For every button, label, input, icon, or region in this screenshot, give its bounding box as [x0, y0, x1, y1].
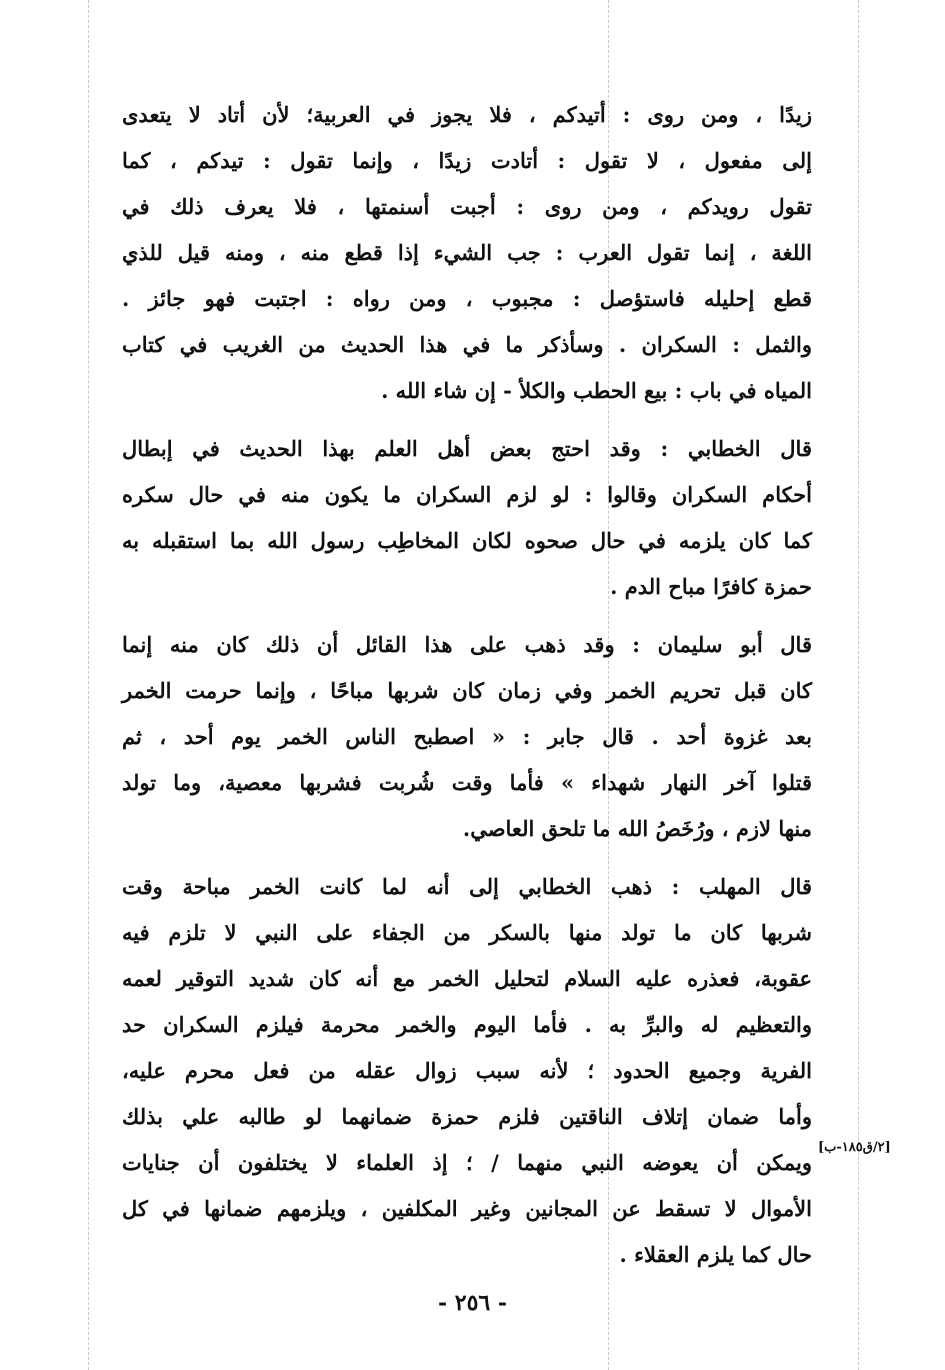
- text-line: قال الخطابي : وقد احتج بعض أهل العلم بهذا الحديث في إبطال: [122, 436, 812, 461]
- text-line: حال كما يلزم العقلاء .: [619, 1242, 812, 1267]
- scan-guide-line-left: [88, 0, 89, 1370]
- paragraph: [122, 864, 812, 1278]
- text-line: قطع إحليله فاستؤصل : مجبوب ، ومن رواه : اجتبت فهو جائز .: [122, 286, 812, 311]
- text-line: الفرية وجميع الحدود ؛ لأنه سبب زوال عقله من فعل محرم عليه،: [122, 1058, 812, 1083]
- text-line: زيدًا ، ومن روى : أتيدكم ، فلا يجوز في العربية؛ لأن أتاد لا يتعدى: [122, 102, 812, 127]
- text-line: تقول رويدكم ، ومن روى : أجبت أسنمتها ، فلا يعرف ذلك في: [122, 194, 812, 219]
- text-line: والتعظيم له والبرِّ به . فأما اليوم والخمر محرمة فيلزم السكران حد: [122, 1012, 812, 1037]
- text-line: منها لازم ، ورُخَصُ الله ما تلحق العاصي.: [462, 816, 812, 841]
- text-line: عقوبة، فعذره عليه السلام لتحليل الخمر مع أنه كان شديد التوقير لعمه: [122, 966, 812, 991]
- page-number: - ٢٥٦ -: [437, 1290, 508, 1316]
- text-line: قال المهلب : ذهب الخطابي إلى أنه لما كانت الخمر مباحة وقت: [122, 874, 812, 899]
- text-line: قال أبو سليمان : وقد ذهب على هذا القائل أن ذلك كان منه إنما: [122, 632, 812, 657]
- manuscript-folio-note: [٢/ق١٨٥-ب]: [818, 1140, 891, 1155]
- paragraph: [122, 622, 812, 852]
- text-line: المياه في باب : بيع الحطب والكلأ - إن شاء الله .: [381, 378, 812, 403]
- text-line: أحكام السكران وقالوا : لو لزم السكران ما يكون منه في حال سكره: [122, 482, 812, 507]
- scan-guide-line-right: [858, 0, 859, 1370]
- text-line: وأما ضمان إتلاف الناقتين فلزم حمزة ضمانهما لو طالبه علي بذلك: [122, 1104, 812, 1129]
- text-line: اللغة ، إنما تقول العرب : جب الشيء إذا قطع منه ، ومنه قيل للذي: [122, 240, 812, 265]
- text-line: شربها كان ما تولد منها بالسكر من الجفاء على النبي لا تلزم فيه: [122, 920, 812, 945]
- text-line: قتلوا آخر النهار شهداء » فأما وقت شُربت فشربها معصية، وما تولد: [122, 770, 812, 795]
- text-line: إلى مفعول ، لا تقول : أتادت زيدًا ، وإنما تقول : تيدكم ، كما: [122, 148, 812, 173]
- text-line: الأموال لا تسقط عن المجانين وغير المكلفين ، ويلزمهم ضمانها في كل: [122, 1196, 812, 1221]
- text-line: حمزة كافرًا مباح الدم .: [610, 574, 812, 599]
- text-line: بعد غزوة أحد . قال جابر : « اصطبح الناس الخمر يوم أحد ، ثم: [122, 724, 812, 749]
- paragraph: [122, 92, 812, 414]
- text-line: كان قبل تحريم الخمر وفي زمان كان شربها مباحًا ، وإنما حرمت الخمر: [122, 678, 812, 703]
- main-text: [122, 92, 812, 1290]
- paragraph: [122, 426, 812, 610]
- text-line: كما كان يلزمه في حال صحوه لكان المخاطِب رسول الله بما استقبله به: [122, 528, 812, 553]
- text-line: والثمل : السكران . وسأذكر ما في هذا الحديث من الغريب في كتاب: [122, 332, 812, 357]
- text-line: ويمكن أن يعوضه النبي منهما / ؛ إذ العلماء لا يختلفون أن جنايات: [122, 1150, 812, 1175]
